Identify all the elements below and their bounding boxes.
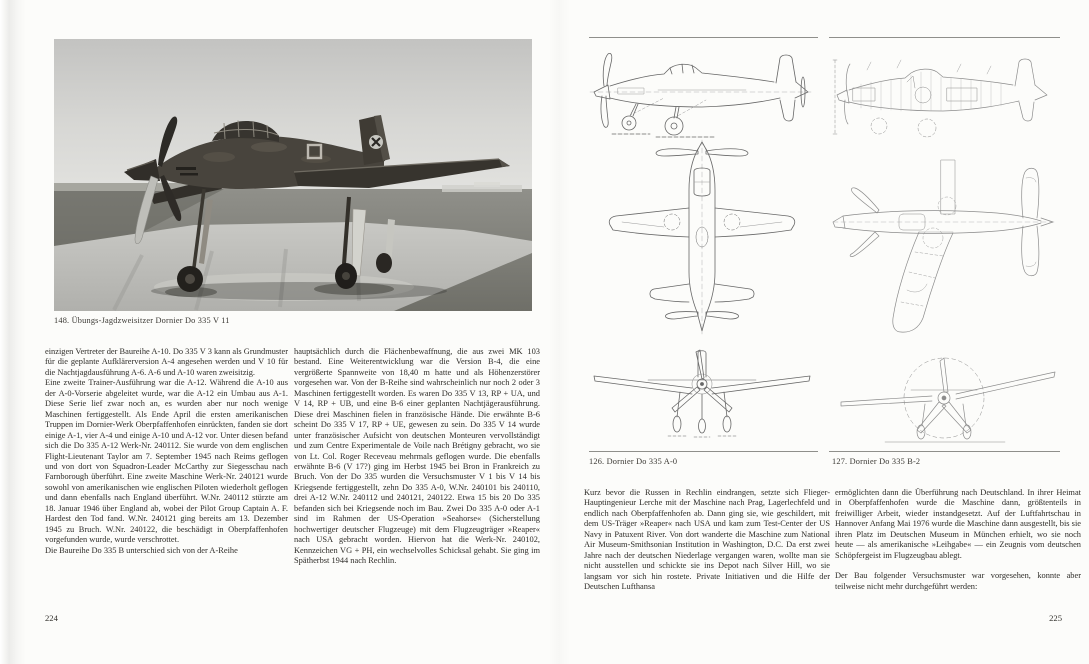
figure-rule	[829, 451, 1060, 452]
figure-127-caption: 127. Dornier Do 335 B-2	[832, 457, 921, 466]
page-number-left: 224	[45, 613, 58, 623]
right-page-column-2	[835, 488, 1081, 592]
body-paragraph: Eine zweite Trainer-Ausführung war die A-12. Während die A-10 aus der A-0-Vorserie abgeleitet wurde, war die A-12 ein Umbau aus A-1. Diese Serie lief zwar noch an, es wurden aber nur noch wenige Maschinen fertiggestellt. Als Ende April die ersten amerikanischen Truppen im Dornier-Werk Oberpfaffenhofen einrückten, fanden sie dort einige A-1, vier A-4 und einige A-10 und A-12 vor. Unter diesen befand sich die Do 335 A-12 Werk-Nr. 240112. Sie wurde von dem englischen Flight-Lieutenant Taylor am 7. September 1945 nach Reims geflogen und von dort von Squadron-Leader McCarthy zur Siegesschau nach Farnborough überführt. Eine zweite Maschine Werk-Nr. 240121 wurde sowohl von amerikanischen wie englischen Piloten wiederholt geflogen und dann ebenfalls nach England überführt. W.Nr. 240112 stürzte am 18. Januar 1946 über England ab, wobei der Pilot Group Captain A. F. Hardest den Tod fand. W.Nr. 240121 ging bereits am 13. Dezember 1945 zu Bruch. W.Nr. 240122, die beschädigt in Oberpfaffenhofen vorgefunden wurde, wurde verschrottet.	[45, 378, 288, 545]
photo-do335-v11	[54, 39, 532, 311]
drawing-do335-a0	[584, 40, 820, 448]
body-paragraph: einzigen Vertreter der Baureihe A-10. Do 335 V 3 kann als Grundmuster für die geplante Aufklärerversion A-4 angesehen werden und V 10 für die Nachtjagdausführung A-6. A-6 und A-10 waren zweisitzig.	[45, 347, 288, 377]
body-paragraph: Der Bau folgender Versuchsmuster war vorgesehen, konnte aber teilweise nicht mehr durchgeführt werden:	[835, 571, 1081, 591]
book-left-page-edge	[0, 0, 26, 664]
figure-126-caption: 126. Dornier Do 335 A-0	[589, 457, 678, 466]
figure-rule	[589, 37, 818, 38]
left-page-column-1	[45, 347, 288, 556]
left-page-column-2	[294, 347, 540, 567]
book-gutter	[548, 0, 570, 664]
figure-rule	[589, 451, 818, 452]
page-number-right: 225	[1049, 613, 1062, 623]
photo-caption: 148. Übungs-Jagdzweisitzer Dornier Do 335 V 11	[54, 316, 230, 325]
body-paragraph: hauptsächlich durch die Flächenbewaffnung, die aus zwei MK 103 bestand. Eine Weiterentwicklung war die Version B-4, die eine vergrößerte Spannweite von 18,40 m hatte und als Höhenzerstörer vorgesehen war. Von der B-Reihe sind wahrscheinlich nur noch 2 oder 3 Maschinen fertiggestellt worden. Es waren Do 335 V 13, RP + UA, und V 14, RP + UB, und eine B-6 einer geplanten Nachtjägerausführung. Diese drei Maschinen fielen in französische Hände. Die erwähnte B-6 scheint Do 335 V 17, RP + UE, gewesen zu sein. Do 335 V 14 wurde unter französischer Aufsicht von deutschen Monteuren vervollständigt und zum Centre Experimentale de Voile nach Brétigny gebracht, wo sie von Lt. Col. Roger Receveau mehrmals geflogen wurde. Die ebenfalls erwähnte B-6 (V 17?) ging im Herbst 1945 bei Bron in Frankreich zu Bruch. Von der Do 335 wurden die Versuchsmuster V 1 bis V 14 bis Kriegsende fertiggestellt, zehn Do 335 A-0, W.Nr. 240101 bis 240110, drei A-12 W.Nr. 240112 und 240121, 240122. Etwa 15 bis 20 Do 335 befanden sich bei Kriegsende noch im Bau. Zwei Do 335 A-0 oder A-1 sind im Rahmen der US-Operation »Seahorse« (Sicherstellung hochwertiger deutscher Flugzeuge) mit dem Flugzeugträger »Reaper« nach USA gebracht worden. Hiervon hat die Werk-Nr. 240102, Kennzeichen VG + PH, ein wechselvolles Schicksal gehabt. Sie ging im Spätherbst 1944 nach Rechlin.	[294, 347, 540, 566]
body-paragraph: Kurz bevor die Russen in Rechlin eindrangen, setzte sich Flieger-Hauptingenieur Lerche mit der Maschine nach Prag, Lagerlechfeld und endlich nach Oberpfaffenhofen ab. Dann ging sie, wie geschildert, mit dem US-Träger »Reaper« nach USA und kam zum Test-Center der US Navy in Patuxent River. Von dort wanderte die Maschine zum National Air Museum-Smithsonian Institution in Washington, D.C. Da erst zwei Jahre nach der deutschen Niederlage vergangen waren, wollte man sie nicht ausstellen und schickte sie ins Depot nach Silver Hill, wo sie langsam vor sich hin rostete. Private Initiativen und die Hilfe der Deutschen Lufthansa	[584, 488, 830, 592]
body-paragraph: Die Baureihe Do 335 B unterschied sich von der A-Reihe	[45, 545, 238, 555]
body-paragraph: ermöglichten dann die Überführung nach Deutschland. In ihrer Heimat in Oberpfaffenhofen wurde die Maschine dann, größtenteils in freiwilliger Arbeit, wieder instandgesetzt. Auf der Luftfahrtschau in Hannover Anfang Mai 1976 wurde die Maschine dann ausgestellt, bis sie ihren Platz im Deutschen Museum in München erhielt, wo sie noch heute — als amerikanische »Leihgabe« — ein Zeugnis vom deutschen Schöpfergeist im Flugzeugbau ablegt.	[835, 488, 1081, 560]
drawing-do335-b2	[827, 40, 1062, 448]
figure-rule	[829, 37, 1060, 38]
right-page-column-1	[584, 488, 830, 593]
